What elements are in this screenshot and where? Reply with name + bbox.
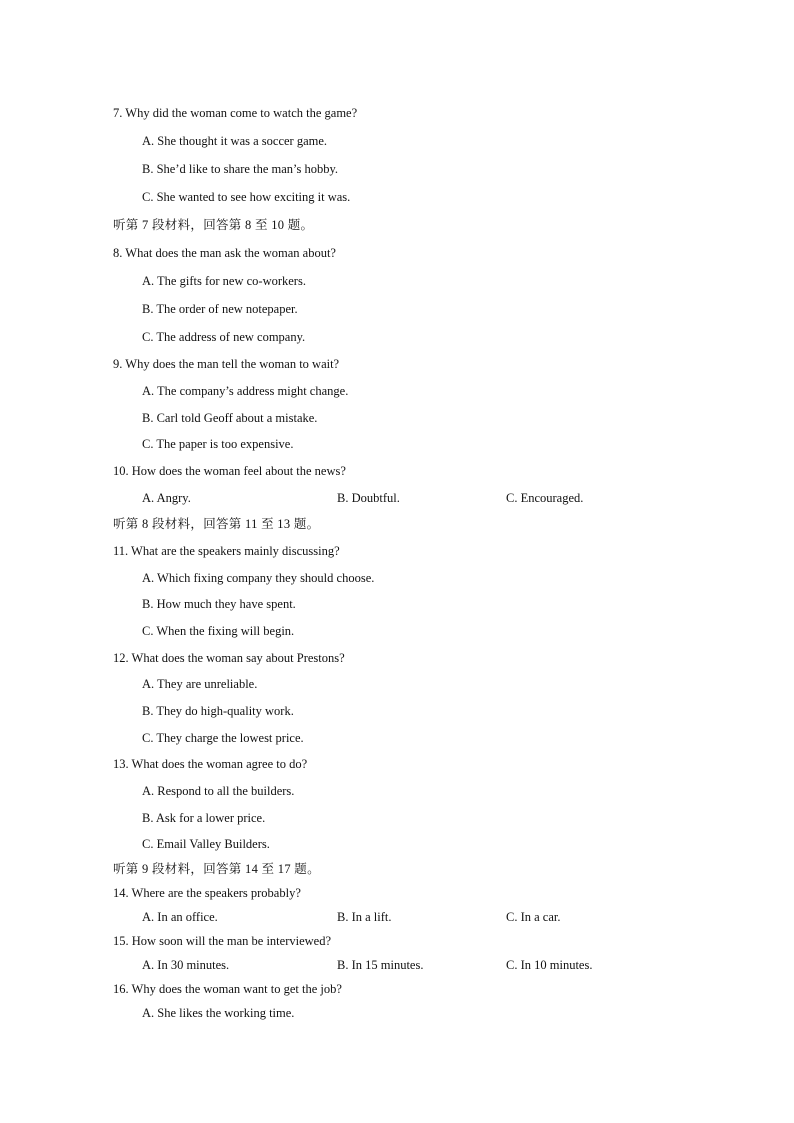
- question-10-options: [142, 490, 662, 506]
- question-7-option-b: B. She’d like to share the man’s hobby.: [142, 162, 339, 176]
- question-12-option-b: B. They do high-quality work.: [142, 704, 294, 718]
- question-10-option-a: A. Angry.: [142, 491, 191, 505]
- question-10-option-b: B. Doubtful.: [337, 491, 400, 505]
- question-16-stem: 16. Why does the woman want to get the job?: [113, 982, 342, 996]
- question-15-options: [142, 957, 662, 973]
- question-13-option-c: C. Email Valley Builders.: [142, 837, 270, 851]
- question-7-option-c: C. She wanted to see how exciting it was.: [142, 190, 351, 204]
- section-8-instruction: 听第 8 段材料，回答第 11 至 13 题。: [113, 517, 320, 531]
- question-11-option-b: B. How much they have spent.: [142, 597, 296, 611]
- section-9-instruction: 听第 9 段材料，回答第 14 至 17 题。: [113, 862, 320, 876]
- question-14-option-b: B. In a lift.: [337, 910, 392, 924]
- question-12-stem: 12. What does the woman say about Prestons?: [113, 651, 345, 665]
- question-8-option-c: C. The address of new company.: [142, 330, 306, 344]
- question-7-option-a: A. She thought it was a soccer game.: [142, 134, 328, 148]
- question-9-option-b: B. Carl told Geoff about a mistake.: [142, 411, 318, 425]
- section-7-instruction: 听第 7 段材料，回答第 8 至 10 题。: [113, 218, 314, 232]
- question-8-stem: 8. What does the man ask the woman about?: [113, 246, 336, 260]
- question-15-option-b: B. In 15 minutes.: [337, 958, 424, 972]
- question-14-option-c: C. In a car.: [506, 910, 561, 924]
- question-11-stem: 11. What are the speakers mainly discussing?: [113, 544, 340, 558]
- question-13-option-a: A. Respond to all the builders.: [142, 784, 295, 798]
- question-14-option-a: A. In an office.: [142, 910, 218, 924]
- question-14-options: [142, 909, 662, 925]
- question-13-stem: 13. What does the woman agree to do?: [113, 757, 308, 771]
- question-9-option-c: C. The paper is too expensive.: [142, 437, 294, 451]
- question-7-stem: 7. Why did the woman come to watch the game?: [113, 106, 358, 120]
- question-10-stem: 10. How does the woman feel about the news?: [113, 464, 346, 478]
- question-8-option-a: A. The gifts for new co-workers.: [142, 274, 306, 288]
- question-14-stem: 14. Where are the speakers probably?: [113, 886, 301, 900]
- question-15-option-a: A. In 30 minutes.: [142, 958, 230, 972]
- question-8-option-b: B. The order of new notepaper.: [142, 302, 298, 316]
- question-15-stem: 15. How soon will the man be interviewed?: [113, 934, 332, 948]
- question-16-option-a: A. She likes the working time.: [142, 1006, 295, 1020]
- question-10-option-c: C. Encouraged.: [506, 491, 584, 505]
- question-9-option-a: A. The company’s address might change.: [142, 384, 349, 398]
- question-9-stem: 9. Why does the man tell the woman to wait?: [113, 357, 340, 371]
- question-12-option-a: A. They are unreliable.: [142, 677, 258, 691]
- question-13-option-b: B. Ask for a lower price.: [142, 811, 266, 825]
- question-12-option-c: C. They charge the lowest price.: [142, 731, 304, 745]
- question-15-option-c: C. In 10 minutes.: [506, 958, 593, 972]
- question-11-option-c: C. When the fixing will begin.: [142, 624, 295, 638]
- question-11-option-a: A. Which fixing company they should choose.: [142, 571, 375, 585]
